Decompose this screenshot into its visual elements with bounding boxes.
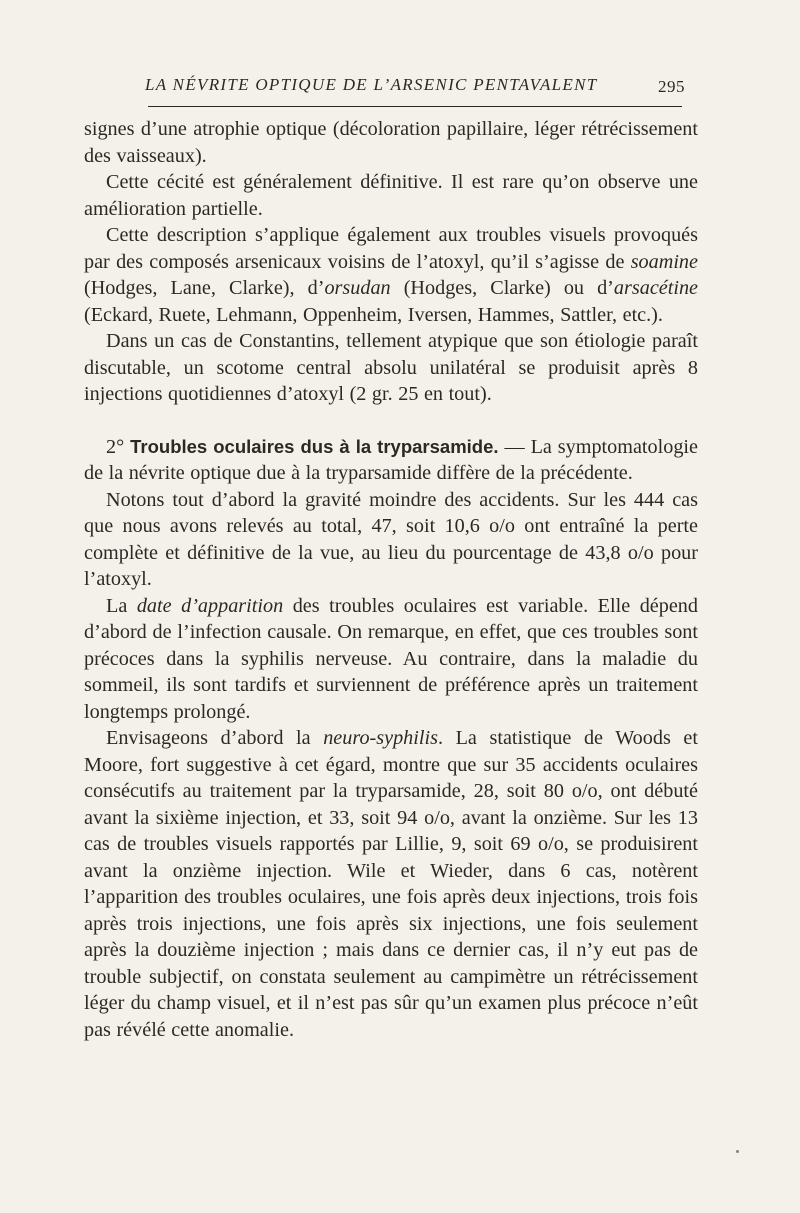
section-number: 2° bbox=[106, 435, 125, 458]
paragraph-related-compounds bbox=[84, 222, 698, 328]
paragraph-blindness: Cette cécité est généralement définitive. Il est rare qu’on observe une amélioration partielle. bbox=[84, 171, 698, 220]
text-segment: Envisageons d’abord la bbox=[106, 727, 324, 749]
running-header bbox=[145, 73, 685, 103]
term-date-apparition: date d’apparition bbox=[136, 594, 284, 617]
section-heading: Troubles oculaires dus à la tryparsamide. bbox=[130, 435, 499, 457]
text-segment: (Eckard, Ruete, Lehmann, Oppenheim, Iversen, Hammes, Sattler, etc.). bbox=[84, 303, 663, 326]
paragraph-constantins-case: Dans un cas de Constantins, tellement atypique que son étiologie paraît discutable, un scotome central absolu unilatéral se produisit après 8 injections quotidiennes d’atoxyl (2 gr. 25 en tout). bbox=[84, 330, 698, 405]
text-segment: (Hodges, Lane, Clarke), d’ bbox=[84, 277, 325, 299]
term-soamine: soamine bbox=[630, 250, 698, 273]
header-rule bbox=[148, 106, 682, 107]
text-segment: — La symptomatologie de la névrite optique due à la tryparsamide diffère de la précédente. bbox=[84, 435, 698, 484]
page-number: 295 bbox=[658, 77, 685, 96]
term-neuro-syphilis: neuro-syphilis bbox=[323, 727, 438, 749]
body-text bbox=[84, 116, 698, 1043]
text-segment: . La statistique de Woods et Moore, fort suggestive à cet égard, montre que sur 35 accidents oculaires consécutifs au traitement par la tryparsamide, 28, soit 80 o/o, ont débuté avant la sixième injection, et 33, soit 94 o/o, avant la onzième. Sur les 13 cas de troubles visuels rapportés par Lillie, 9, soit 69 o/o, se produisirent avant la onzième injection. Wile et Wieder, dans 6 cas, notèrent l’apparition des troubles oculaires, une fois après deux injections, trois fois après trois injections, une fois après six injections, une fois seulement après la douzième injection ; mais dans ce dernier cas, il n’y eut pas de trouble subjectif, on constata seulement au campimètre un rétrécissement léger du champ visuel, et il n’est pas sûr qu’un examen plus précoce n’eût pas révélé cette anomalie. bbox=[84, 727, 698, 1041]
section-tryparsamide bbox=[84, 434, 698, 487]
text-segment: (Hodges, Clarke) ou d’ bbox=[390, 277, 614, 299]
paragraph-continuation: signes d’une atrophie optique (décoloration papillaire, léger rétrécissement des vaisseaux). bbox=[84, 118, 698, 167]
text-segment: des troubles oculaires est variable. Elle dépend d’abord de l’infection causale. On remarque, en effet, que ces troubles sont précoces dans la syphilis nerveuse. Au contraire, dans la maladie du sommeil, ils sont tardifs et surviennent de préférence après un traitement longtemps prolongé. bbox=[84, 594, 698, 723]
text-segment: Cette description s’applique également aux troubles visuels provoqués par des composés arsenicaux voisins de l’atoxyl, qu’il s’agisse de bbox=[84, 224, 698, 273]
term-orsudan: orsudan bbox=[324, 277, 391, 299]
running-title: LA NÉVRITE OPTIQUE DE L’ARSENIC PENTAVALENT bbox=[145, 75, 598, 94]
paragraph-date-apparition bbox=[84, 593, 698, 726]
term-arsacetine: arsacétine bbox=[613, 277, 699, 299]
paragraph-severity: Notons tout d’abord la gravité moindre des accidents. Sur les 444 cas que nous avons relevés au total, 47, soit 10,6 o/o ont entraîné la perte complète et définitive de la vue, au lieu du pourcentage de 43,8 o/o pour l’atoxyl. bbox=[84, 488, 698, 590]
paragraph-neuro-syphilis bbox=[84, 725, 698, 1043]
paper-speck bbox=[736, 1150, 739, 1153]
text-segment: La bbox=[106, 594, 137, 617]
